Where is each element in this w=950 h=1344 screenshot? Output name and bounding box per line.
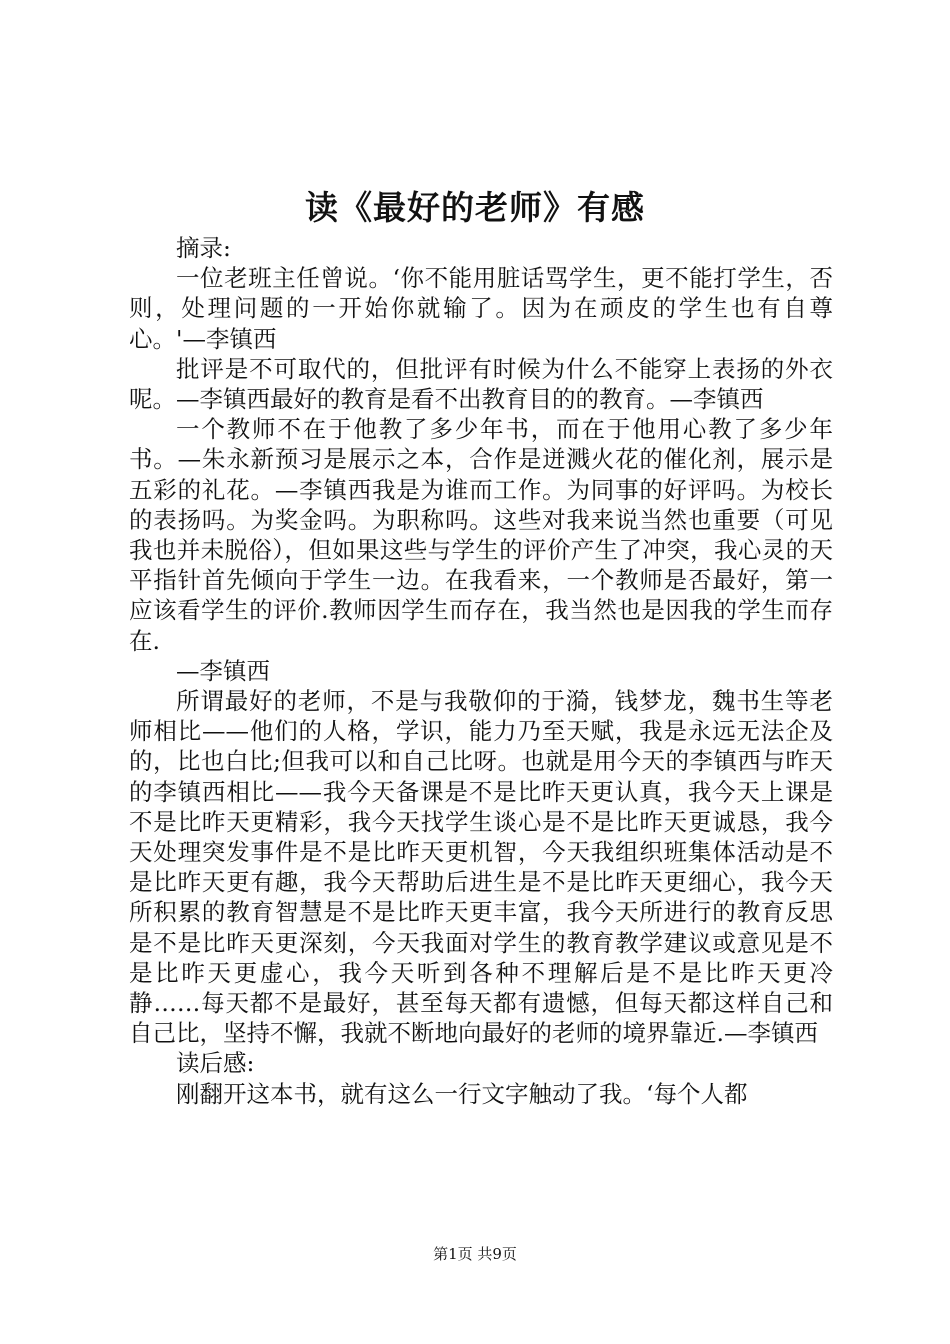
document-body (129, 233, 833, 1109)
paragraph: 一个教师不在于他教了多少年书，而在于他用心教了多少年书。—朱永新预习是展示之本，合作是迸溅火花的催化剂，展示是五彩的礼花。—李镇西我是为谁而工作。为同事的好评吗。为校长的表扬吗。为奖金吗。为职称吗。这些对我来说当然也重要（可见我也并未脱俗），但如果这些与学生的评价产生了冲突，我心灵的天平指针首先倾向于学生一边。在我看来，一个教师是否最好，第一应该看学生的评价.教师因学生而存在，我当然也是因我的学生而存在. (129, 415, 833, 655)
excerpt-label: 摘录: (176, 234, 231, 262)
paragraph: 刚翻开这本书，就有这么一行文字触动了我。‘每个人都 (176, 1079, 748, 1108)
paragraph: 批评是不可取代的，但批评有时候为什么不能穿上表扬的外衣呢。—李镇西最好的教育是看不出教育目的的教育。—李镇西 (129, 354, 833, 414)
paragraph: 一位老班主任曾说。‘你不能用脏话骂学生，更不能打学生，否则，处理问题的一开始你就输了。因为在顽皮的学生也有自尊心。'—李镇西 (129, 264, 833, 353)
attribution: —李镇西 (176, 656, 270, 685)
page-footer: 第1页 共9页 (433, 1245, 517, 1263)
reflection-label: 读后感: (176, 1049, 255, 1078)
document-title: 读《最好的老师》有感 (305, 188, 645, 227)
paragraph: 所谓最好的老师，不是与我敬仰的于漪，钱梦龙，魏书生等老师相比——他们的人格，学识，能力乃至天赋，我是永远无法企及的，比也白比;但我可以和自己比呀。也就是用今天的李镇西与昨天的李镇西相比——我今天备课是不是比昨天更认真，我今天上课是不是比昨天更精彩，我今天找学生谈心是不是比昨天更诚恳，我今天处理突发事件是不是比昨天更机智，今天我组织班集体活动是不是比昨天更有趣，我今天帮助后进生是不是比昨天更细心，我今天所积累的教育智慧是不是比昨天更丰富，我今天所进行的教育反思是不是比昨天更深刻，今天我面对学生的教育教学建议或意见是不是比昨天更虚心，我今天听到各种不理解后是不是比昨天更冷静……每天都不是最好，甚至每天都有遗憾，但每天都这样自己和自己比，坚持不懈，我就不断地向最好的老师的境界靠近.—李镇西 (129, 687, 833, 1048)
